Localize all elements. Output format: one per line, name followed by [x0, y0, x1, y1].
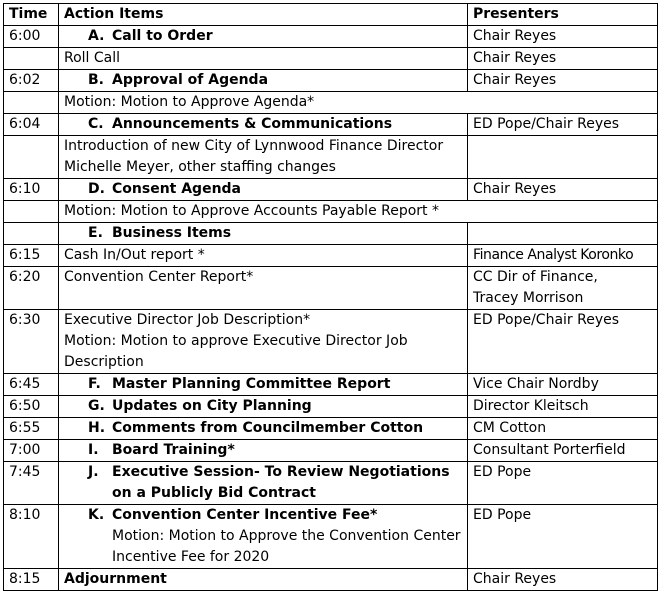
time-cell: 6:02	[4, 70, 59, 92]
time-cell: 6:30	[4, 310, 59, 374]
presenter-cell: CM Cotton	[468, 418, 658, 440]
header-row	[4, 4, 658, 26]
motion-text: Motion: Motion to Approve Agenda*	[59, 92, 658, 114]
presenter-cell: Chair Reyes	[468, 48, 658, 70]
agenda-item-heading	[59, 70, 468, 92]
text-line: Tracey Morrison	[473, 290, 584, 306]
time-cell: 8:15	[4, 569, 59, 591]
header-action-items: Action Items	[59, 4, 468, 26]
time-cell	[4, 92, 59, 114]
text-line: CC Dir of Finance,	[473, 269, 598, 285]
item-letter: K.	[88, 507, 105, 523]
time-cell	[4, 48, 59, 70]
time-cell: 6:15	[4, 245, 59, 267]
time-cell: 7:45	[4, 462, 59, 505]
presenter-cell: ED Pope	[468, 505, 658, 569]
agenda-item-heading	[59, 505, 468, 569]
item-letter: G.	[88, 398, 105, 414]
presenter-cell: ED Pope	[468, 462, 658, 505]
table-row	[4, 505, 658, 569]
time-cell: 6:45	[4, 374, 59, 396]
table-row	[4, 462, 658, 505]
presenter-cell: Director Kleitsch	[468, 396, 658, 418]
presenter-cell	[468, 136, 658, 179]
agenda-item-heading	[59, 179, 468, 201]
table-row	[4, 396, 658, 418]
table-row	[4, 114, 658, 136]
presenter-cell: Chair Reyes	[468, 179, 658, 201]
motion-text: Motion: Motion to Approve Accounts Payable Report *	[59, 201, 658, 223]
agenda-item-heading: Adjournment	[59, 569, 468, 591]
presenter-cell	[468, 267, 658, 310]
action-text	[59, 136, 468, 179]
table-row	[4, 440, 658, 462]
item-title: Announcements & Communications	[112, 116, 393, 132]
table-row	[4, 418, 658, 440]
item-letter: A.	[88, 28, 105, 44]
item-title: Consent Agenda	[112, 181, 242, 197]
presenter-cell	[468, 223, 658, 245]
item-letter: F.	[88, 376, 101, 392]
table-row	[4, 136, 658, 179]
agenda-item-heading	[59, 26, 468, 48]
presenter-cell: Vice Chair Nordby	[468, 374, 658, 396]
item-letter: C.	[88, 116, 104, 132]
item-title: Call to Order	[112, 28, 213, 44]
action-text: Convention Center Report*	[59, 267, 468, 310]
item-title: Executive Session- To Review Negotiations on a Publicly Bid Contract	[112, 464, 450, 501]
time-cell: 6:04	[4, 114, 59, 136]
agenda-item-heading	[59, 374, 468, 396]
time-cell: 6:00	[4, 26, 59, 48]
agenda-item-heading	[59, 418, 468, 440]
item-title: Business Items	[112, 225, 232, 241]
time-cell: 8:10	[4, 505, 59, 569]
time-cell: 6:20	[4, 267, 59, 310]
time-cell	[4, 201, 59, 223]
motion-text: Motion: Motion to Approve the Convention Center Incentive Fee for 2020	[112, 528, 461, 565]
presenter-cell: Consultant Porterfield	[468, 440, 658, 462]
item-letter: J.	[88, 464, 99, 480]
item-letter: H.	[88, 420, 106, 436]
action-text: Roll Call	[59, 48, 468, 70]
presenter-cell: ED Pope/Chair Reyes	[468, 310, 658, 374]
table-row	[4, 26, 658, 48]
item-letter: B.	[88, 72, 104, 88]
table-row	[4, 223, 658, 245]
presenter-cell: Finance Analyst Koronko	[468, 245, 658, 267]
text-line: Motion: Motion to approve Executive Director Job	[64, 333, 408, 349]
agenda-item-heading	[59, 114, 468, 136]
item-title: Board Training*	[112, 442, 235, 458]
table-row	[4, 70, 658, 92]
item-letter: D.	[88, 181, 105, 197]
text-line: Introduction of new City of Lynnwood Finance Director	[64, 138, 444, 154]
text-line: Executive Director Job Description*	[64, 312, 311, 328]
table-row	[4, 48, 658, 70]
header-presenters: Presenters	[468, 4, 658, 26]
time-cell	[4, 136, 59, 179]
table-row	[4, 245, 658, 267]
text-line: Description	[64, 354, 144, 370]
table-row	[4, 267, 658, 310]
table-row	[4, 201, 658, 223]
agenda-table	[3, 3, 658, 591]
agenda-item-heading	[59, 223, 468, 245]
item-letter: I.	[88, 442, 99, 458]
agenda-item-heading	[59, 462, 468, 505]
header-time: Time	[4, 4, 59, 26]
time-cell: 6:10	[4, 179, 59, 201]
item-title: Convention Center Incentive Fee*	[112, 507, 378, 523]
presenter-cell: ED Pope/Chair Reyes	[468, 114, 658, 136]
time-cell	[4, 223, 59, 245]
time-cell: 6:50	[4, 396, 59, 418]
table-row	[4, 92, 658, 114]
table-row	[4, 374, 658, 396]
item-letter: E.	[88, 225, 103, 241]
agenda-item-heading	[59, 396, 468, 418]
action-text: Cash In/Out report *	[59, 245, 468, 267]
table-row	[4, 179, 658, 201]
time-cell: 6:55	[4, 418, 59, 440]
presenter-cell: Chair Reyes	[468, 569, 658, 591]
agenda-item-heading	[59, 440, 468, 462]
table-row	[4, 569, 658, 591]
table-row	[4, 310, 658, 374]
item-title: Updates on City Planning	[112, 398, 312, 414]
item-title: Comments from Councilmember Cotton	[112, 420, 424, 436]
presenter-cell: Chair Reyes	[468, 26, 658, 48]
action-text	[59, 310, 468, 374]
item-title: Master Planning Committee Report	[112, 376, 391, 392]
text-line: Michelle Meyer, other staffing changes	[64, 159, 336, 175]
item-title: Approval of Agenda	[112, 72, 269, 88]
time-cell: 7:00	[4, 440, 59, 462]
presenter-cell: Chair Reyes	[468, 70, 658, 92]
